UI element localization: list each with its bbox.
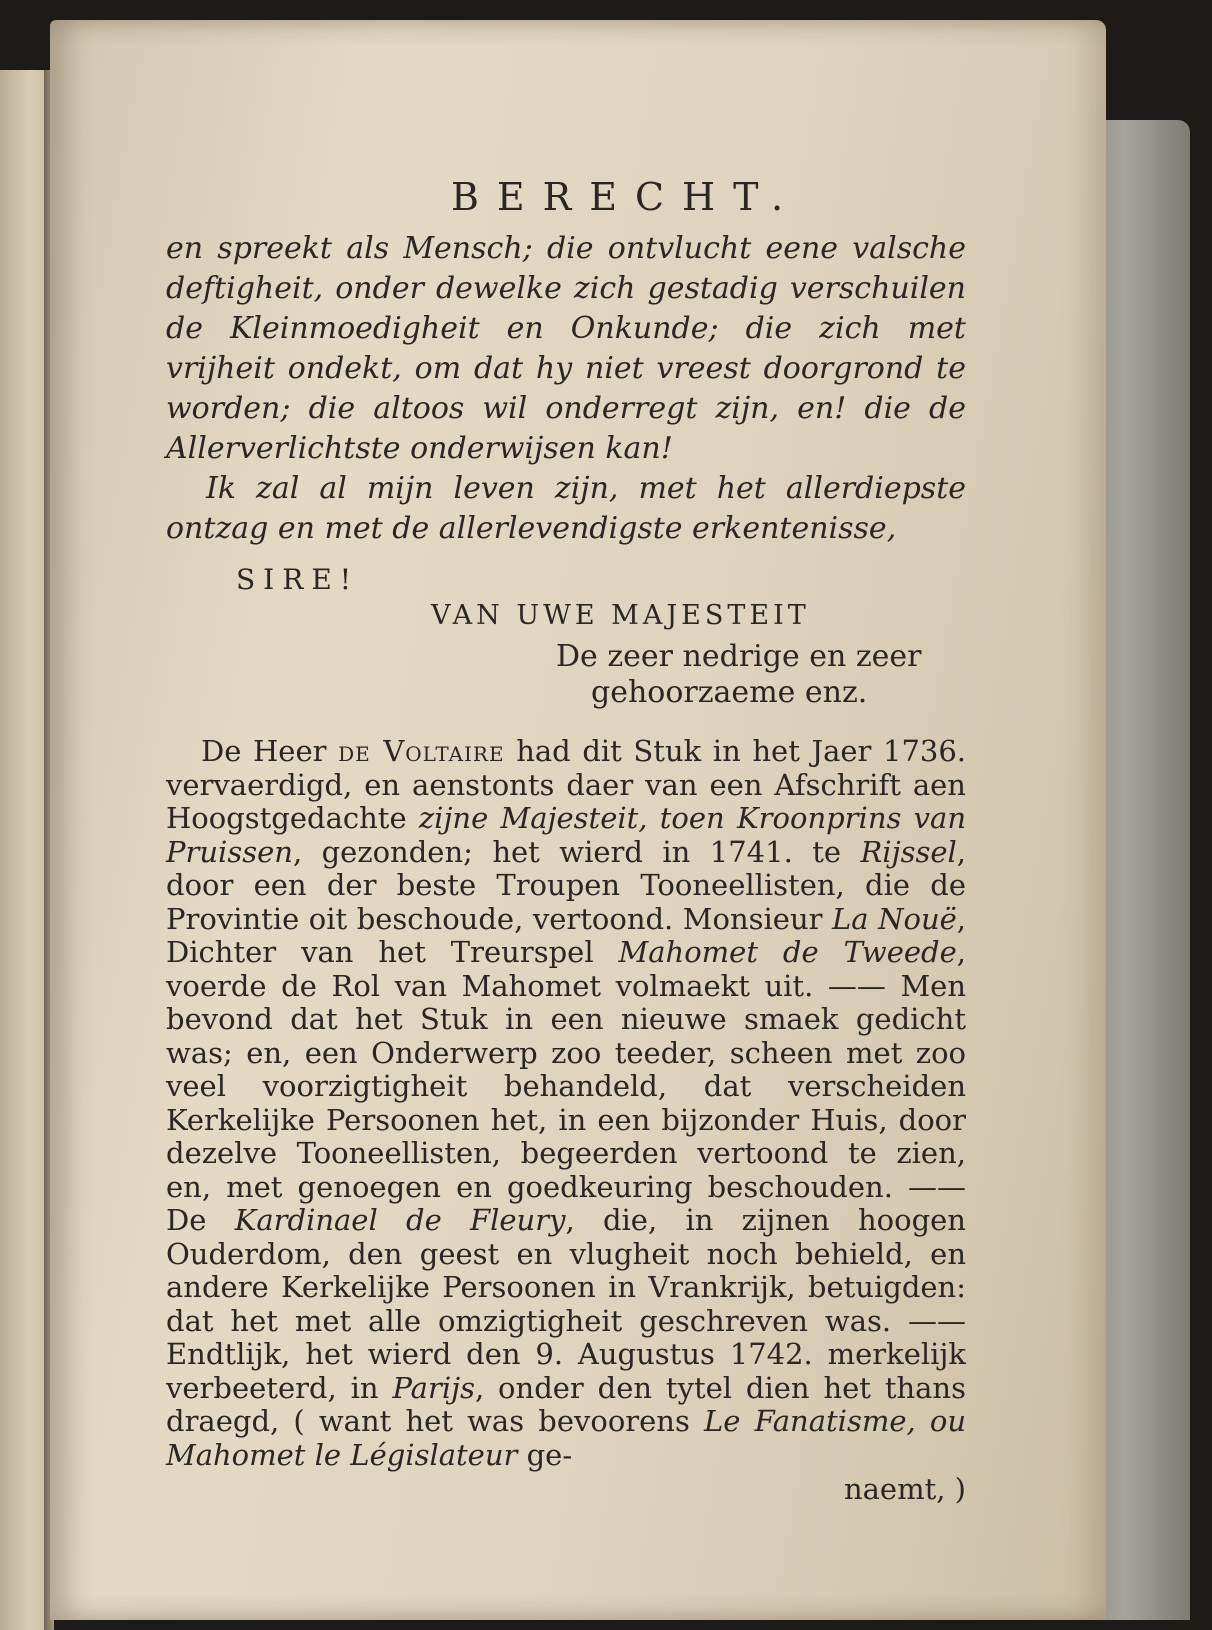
italic-run: zijne Majesteit, toen Kroonprins van Pruissen <box>166 801 966 869</box>
text-run: had dit Stuk in het Jaer 1736. vervaerdigd, en aenstonts daer van een Afschrift aen Hoogstgedachte <box>166 734 967 835</box>
signature-line-2: gehoorzaeme enz. <box>591 675 868 710</box>
signature <box>556 639 966 711</box>
notice-paragraph <box>166 735 966 1472</box>
text-run: , door een der beste Troupen Tooneellisten, die de Provintie oit beschoude, vertoond. Monsieur <box>166 834 966 936</box>
left-page-edge <box>0 70 50 1630</box>
text-run: , onder den tytel dien het thans draegd, ( want het was bevoorens <box>166 1370 966 1438</box>
signature-line-1: De zeer nedrige en zeer <box>556 639 922 674</box>
text-run: ge- <box>517 1437 573 1472</box>
running-head: BERECHT. <box>450 175 802 219</box>
text-run: , die, in zijnen hoogen Ouderdom, den geest en vlugheit noch behield, en andere Kerkelijke Persoonen in Vrankrijk, betuigden: dat het met alle omzigtigheit geschreven was. —— Endtlijk, het wierd den 9. Augustus 1742. merkelijk verbeeterd, in <box>166 1203 966 1405</box>
text-run: , voerde de Rol van Mahomet volmaekt uit. —— Men bevond dat het Stuk in een nieuwe smaek gedicht was; en, een Onderwerp zoo teeder, scheen met zoo veel voorzigtigheit behandeld, dat verscheiden Kerkelijke Persoonen het, in een bijzonder Huis, door dezelve Tooneellisten, begeerden vertoond te zien, en, met genoegen en goedkeuring beschouden. —— De <box>166 935 966 1237</box>
majesty-line: VAN UWE MAJESTEIT <box>431 600 810 631</box>
text-run: , gezonden; het wierd in 1741. te <box>292 834 861 869</box>
italic-run: Kardinael de Fleury <box>234 1203 566 1237</box>
text-run: , Dichter van het Treurspel <box>166 901 966 969</box>
dedication-paragraph-1: en spreekt als Mensch; die ontvlucht eene valsche deftigheit, onder dewelke zich gestadig verschuilen de Kleinmoedigheit en Onkunde; die zich met vrijheit ondekt, om dat hy niet vreest doorgrond te worden; die altoos wil onderregt zijn, en! die de Allerverlichtste onderwijsen kan! <box>166 231 966 466</box>
dedication-paragraph-2: Ik zal al mijn leven zijn, met het allerdiepste ontzag en met de allerlevendigste erkentenisse, <box>166 471 966 546</box>
page-text <box>166 175 966 1506</box>
text-run: De Heer <box>201 734 339 768</box>
italic-run: Mahomet de Tweede <box>618 935 957 969</box>
author-name: de Voltaire <box>338 734 505 768</box>
salutation: SIRE! <box>236 563 360 596</box>
book-page <box>50 20 1106 1620</box>
notice-end-line: naemt, ) <box>843 1472 966 1506</box>
italic-run: Le Fanatisme, ou Mahomet le Législateur <box>166 1404 966 1472</box>
italic-run: La Nouë <box>832 901 957 936</box>
italic-run: Rijssel <box>860 834 957 869</box>
italic-run: Parijs <box>392 1370 475 1405</box>
